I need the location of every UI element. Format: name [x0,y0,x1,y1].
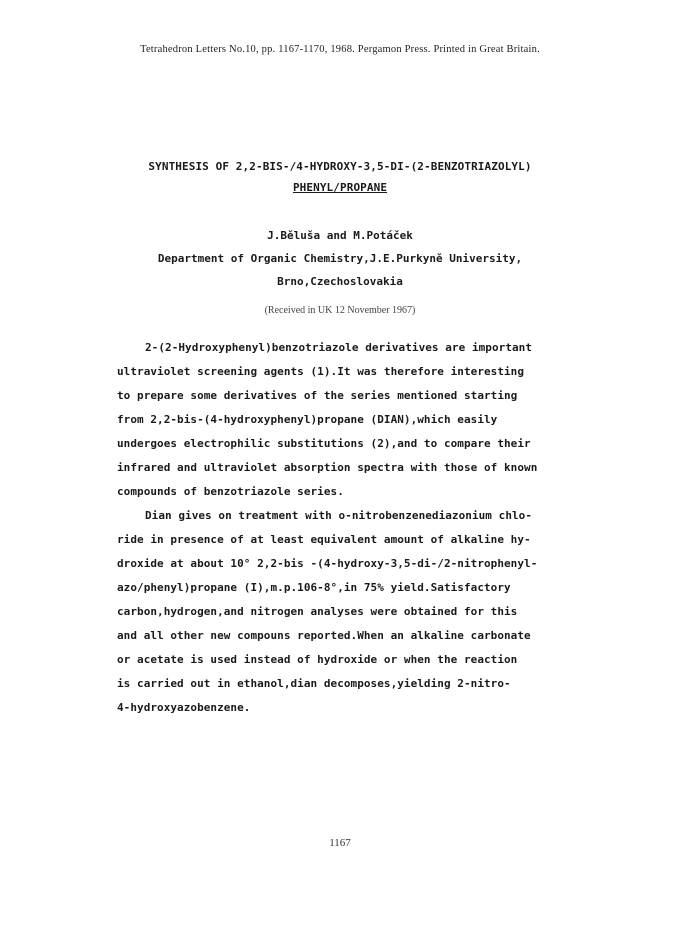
affiliation-department: Department of Organic Chemistry,J.E.Purkyně University, [157,252,523,265]
paragraph-2-line: 4-hydroxyazobenzene. [117,701,251,714]
paragraph-1-line: undergoes electrophilic substitutions (2),and to compare their [117,437,531,450]
page-number: 1167 [329,837,351,849]
paragraph-1-line: ultraviolet screening agents (1).It was therefore interesting [117,365,525,378]
paragraph-1-line: compounds of benzotriazole series. [117,485,344,498]
paragraph-2-line: or acetate is used instead of hydroxide or when the reaction [117,653,518,666]
received-date: (Received in UK 12 November 1967) [264,305,416,316]
affiliation-city: Brno,Czechoslovakia [277,275,403,288]
paragraph-1-line: infrared and ultraviolet absorption spectra with those of known [117,461,538,474]
paragraph-2-line: ride in presence of at least equivalent amount of alkaline hy- [117,533,531,546]
paragraph-2-line: azo/phenyl)propane (I),m.p.106-8°,in 75% yield.Satisfactory [117,581,511,594]
paragraph-2-line: and all other new compouns reported.When an alkaline carbonate [117,629,531,642]
paragraph-2-line: is carried out in ethanol,dian decomposes,yielding 2-nitro- [117,677,511,690]
paragraph-1-line: to prepare some derivatives of the series mentioned starting [117,389,518,402]
journal-citation-header: Tetrahedron Letters No.10, pp. 1167-1170, 1968. Pergamon Press. Printed in Great Britain. [140,44,540,55]
paragraph-2-line: droxide at about 10° 2,2-bis -(4-hydroxy-3,5-di-/2-nitrophenyl- [117,557,538,570]
paragraph-2-line: Dian gives on treatment with o-nitrobenzenediazonium chlo- [145,509,533,522]
paragraph-1-line: from 2,2-bis-(4-hydroxyphenyl)propane (DIAN),which easily [117,413,498,426]
authors: J.Běluša and M.Potáček [267,229,413,242]
paragraph-2-line: carbon,hydrogen,and nitrogen analyses were obtained for this [117,605,518,618]
paragraph-1-line: 2-(2-Hydroxyphenyl)benzotriazole derivatives are important [145,341,533,354]
article-title-line-2: PHENYL/PROPANE [292,181,388,194]
article-title-line-1: SYNTHESIS OF 2,2-BIS-/4-HYDROXY-3,5-DI-(2-BENZOTRIAZOLYL) [148,160,532,173]
